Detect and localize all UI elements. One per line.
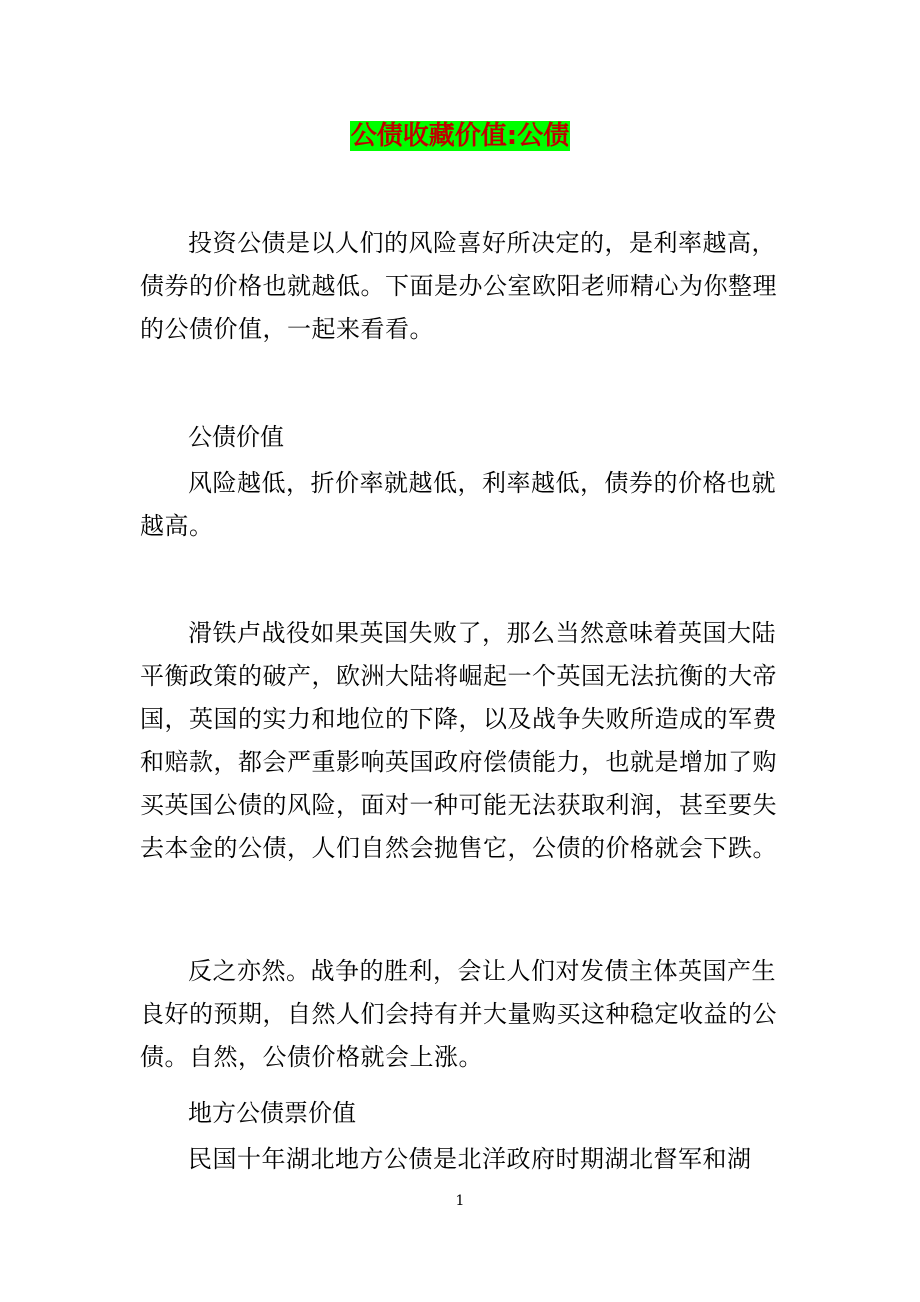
waterloo-paragraph: 滑铁卢战役如果英国失败了，那么当然意味着英国大陆平衡政策的破产，欧洲大陆将崛起一个英国无法抗衡的大帝国，英国的实力和地位的下降，以及战争失败所造成的军费和赔款，都会严重影响英国政府偿债能力，也就是增加了购买英国公债的风险，面对一种可能无法获取利润，甚至要失去本金的公债，人们自然会抛售它，公债的价格就会下跌。 xyxy=(140,619,777,862)
section-heading-bond-value: 公债价值 xyxy=(188,423,284,451)
intro-paragraph: 投资公债是以人们的风险喜好所决定的，是利率越高，债券的价格也就越低。下面是办公室欧阳老师精心为你整理的公债价值，一起来看看。 xyxy=(140,229,777,343)
document-title-text: 公债收藏价值:公债 xyxy=(350,121,570,151)
minguo-paragraph: 民国十年湖北地方公债是北洋政府时期湖北督军和湖 xyxy=(188,1145,752,1173)
conversely-paragraph: 反之亦然。战争的胜利，会让人们对发债主体英国产生良好的预期，自然人们会持有并大量购买这种稳定收益的公债。自然，公债价格就会上涨。 xyxy=(140,957,777,1071)
page-number: 1 xyxy=(455,1193,465,1209)
document-title xyxy=(0,118,920,154)
risk-paragraph: 风险越低，折价率就越低，利率越低，债券的价格也就越高。 xyxy=(140,469,776,540)
section-heading-local-bond-value: 地方公债票价值 xyxy=(188,1099,356,1127)
